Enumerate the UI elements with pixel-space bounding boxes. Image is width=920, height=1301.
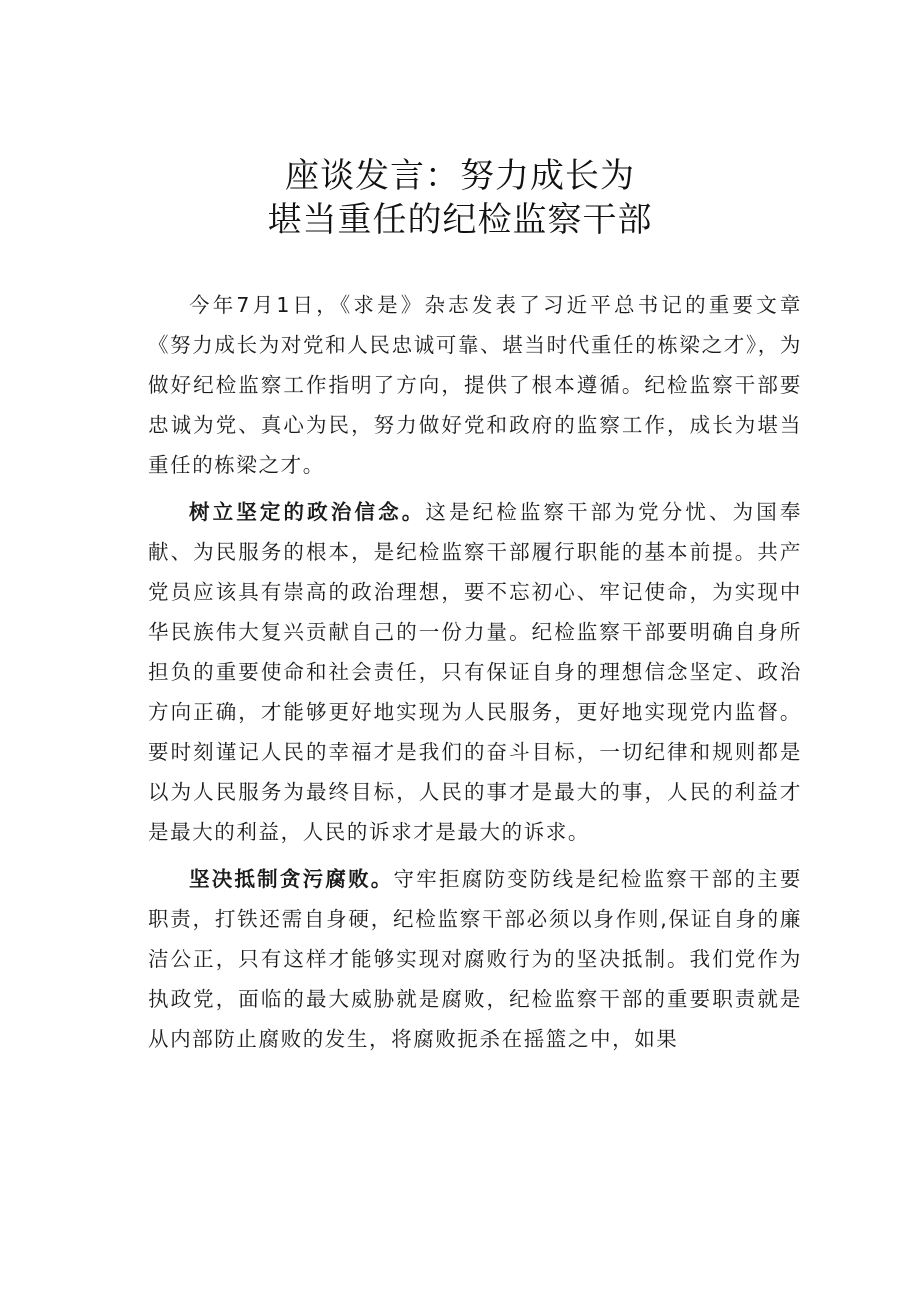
title-line-1: 座谈发言：努力成长为 [285, 156, 635, 196]
paragraph-anti-corruption [148, 859, 802, 1059]
document-body [148, 285, 802, 1066]
paragraph-political-belief [148, 492, 802, 852]
title-line-2: 堪当重任的纪检监察干部 [267, 200, 653, 240]
paragraph-lead: 树立坚定的政治信念。 [189, 500, 426, 524]
document-title [0, 154, 920, 242]
paragraph-text: 今年7月1日，《求是》杂志发表了习近平总书记的重要文章《努力成长为对党和人民忠诚可靠、堪当时代重任的栋梁之才》，为做好纪检监察工作指明了方向，提供了根本遵循。纪检监察干部要忠诚为党、真心为民，努力做好党和政府的监察工作，成长为堪当重任的栋梁之才。 [148, 293, 802, 477]
paragraph-intro [148, 285, 802, 485]
paragraph-lead: 坚决抵制贪污腐败。 [189, 867, 394, 891]
paragraph-text: 守牢拒腐防变防线是纪检监察干部的主要职责，打铁还需自身硬，纪检监察干部必须以身作则,保证自身的廉洁公正，只有这样才能够实现对腐败行为的坚决抵制。我们党作为执政党，面临的最大威胁就是腐败，纪检监察干部的重要职责就是从内部防止腐败的发生，将腐败扼杀在摇篮之中，如果 [148, 867, 802, 1051]
paragraph-text: 这是纪检监察干部为党分忧、为国奉献、为民服务的根本，是纪检监察干部履行职能的基本前提。共产党员应该具有崇高的政治理想，要不忘初心、牢记使命，为实现中华民族伟大复兴贡献自己的一份力量。纪检监察干部要明确自身所担负的重要使命和社会责任，只有保证自身的理想信念坚定、政治方向正确，才能够更好地实现为人民服务，更好地实现党内监督。要时刻谨记人民的幸福才是我们的奋斗目标，一切纪律和规则都是以为人民服务为最终目标，人民的事才是最大的事，人民的利益才是最大的利益，人民的诉求才是最大的诉求。 [148, 500, 802, 844]
